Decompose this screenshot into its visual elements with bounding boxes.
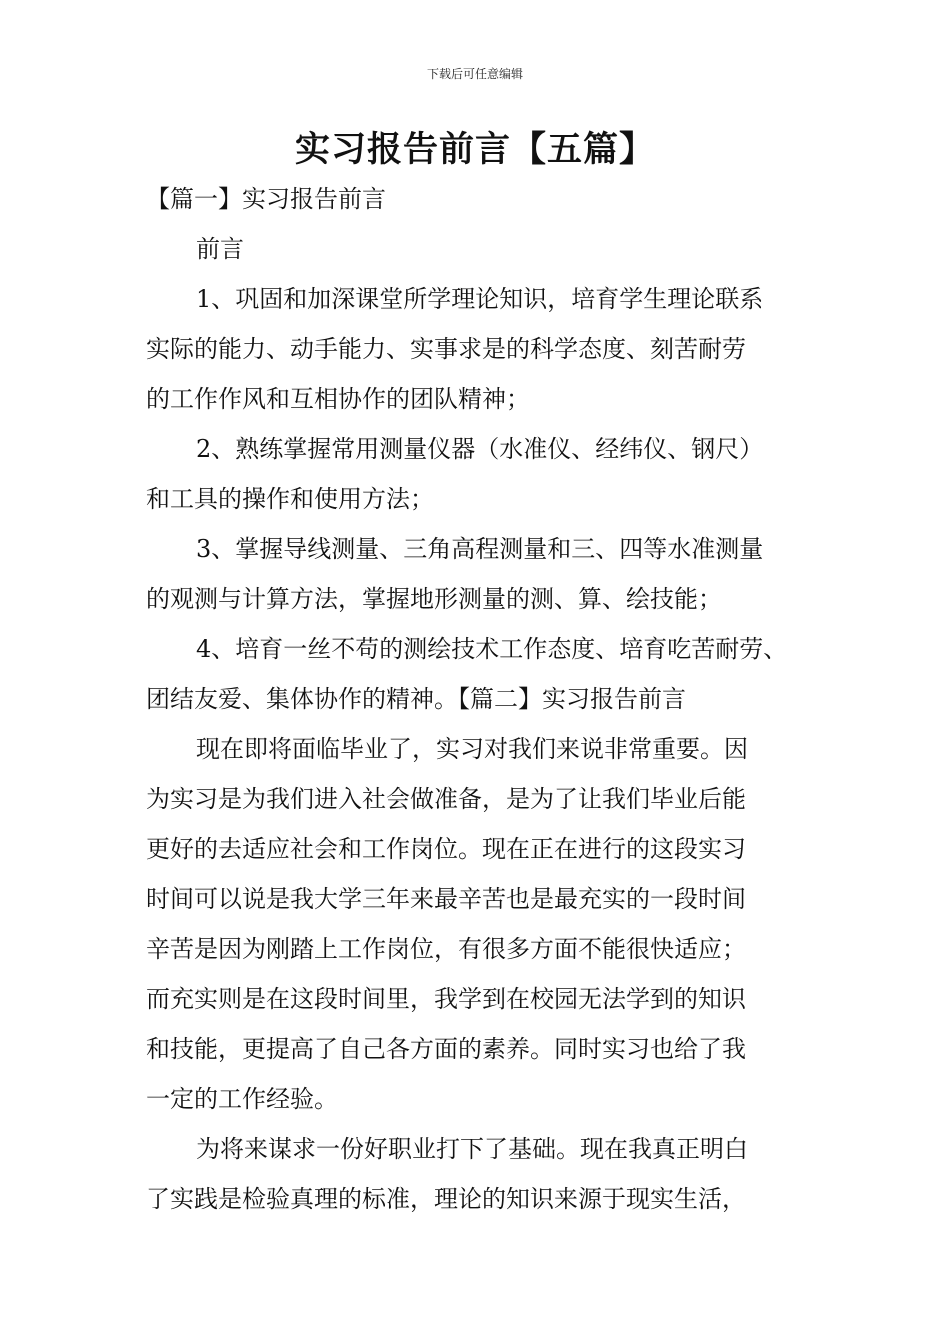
text-line: 为实习是为我们进入社会做准备，是为了让我们毕业后能 <box>146 785 746 813</box>
text-line: 的观测与计算方法，掌握地形测量的测、算、绘技能； <box>146 585 722 613</box>
text-line: 3、掌握导线测量、三角高程测量和三、四等水准测量 <box>196 535 764 563</box>
text-line: 了实践是检验真理的标准，理论的知识来源于现实生活， <box>146 1185 746 1213</box>
text-line: 4、培育一丝不苟的测绘技术工作态度、培育吃苦耐劳、 <box>196 635 788 663</box>
text-line: 而充实则是在这段时间里，我学到在校园无法学到的知识 <box>146 985 746 1013</box>
sub-heading: 前言 <box>196 235 244 263</box>
text-line: 更好的去适应社会和工作岗位。现在正在进行的这段实习 <box>146 835 746 863</box>
document-title: 实习报告前言【五篇】 <box>294 129 655 170</box>
text-line: 实际的能力、动手能力、实事求是的科学态度、刻苦耐劳 <box>146 335 746 363</box>
text-line: 现在即将面临毕业了，实习对我们来说非常重要。因 <box>196 735 748 763</box>
text-line: 团结友爱、集体协作的精神。【篇二】实习报告前言 <box>146 685 686 713</box>
text-line: 的工作作风和互相协作的团队精神； <box>146 385 530 413</box>
text-line: 和工具的操作和使用方法； <box>146 485 434 513</box>
text-line: 和技能，更提高了自己各方面的素养。同时实习也给了我 <box>146 1035 746 1063</box>
section-heading: 【篇一】实习报告前言 <box>146 185 386 213</box>
text-line: 时间可以说是我大学三年来最辛苦也是最充实的一段时间 <box>146 885 746 913</box>
text-line: 辛苦是因为刚踏上工作岗位，有很多方面不能很快适应； <box>146 935 746 963</box>
text-line: 1、巩固和加深课堂所学理论知识，培育学生理论联系 <box>196 285 764 313</box>
text-line: 一定的工作经验。 <box>146 1085 338 1113</box>
text-line: 2、熟练掌握常用测量仪器（水准仪、经纬仪、钢尺） <box>196 435 764 463</box>
text-line: 为将来谋求一份好职业打下了基础。现在我真正明白 <box>196 1135 748 1163</box>
header-note: 下载后可任意编辑 <box>426 67 523 81</box>
